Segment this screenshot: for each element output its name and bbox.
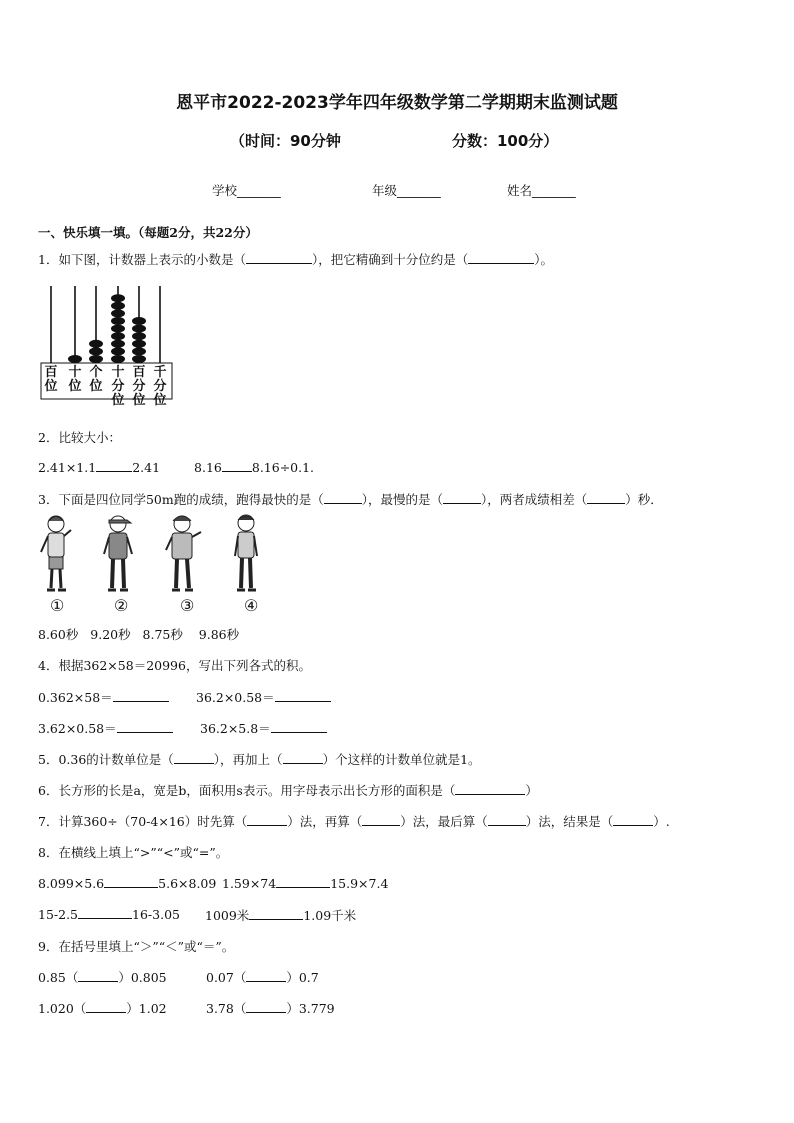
abacus-bead	[111, 340, 125, 348]
name-field	[507, 181, 576, 199]
abacus-bead	[132, 317, 146, 325]
runners-illustration	[36, 512, 276, 596]
abacus-bead	[89, 340, 103, 348]
answer-blank[interactable]	[362, 813, 400, 826]
q9-item-4: 3.78（ ）3.779	[206, 1001, 335, 1016]
question-8: 8．在横线上填上“>”“<”或“=”。	[38, 845, 229, 860]
answer-blank[interactable]	[455, 782, 525, 795]
answer-blank[interactable]	[247, 813, 287, 826]
abacus-bead	[111, 325, 125, 333]
q4-item-3: 3.62×0.58＝	[38, 719, 173, 737]
abacus-bead	[89, 355, 103, 363]
q8-item-2: 1.59×74 15.9×7.4	[222, 876, 389, 891]
answer-blank[interactable]	[276, 875, 330, 888]
question-9: 9．在括号里填上“＞”“＜”或“＝”。	[38, 939, 235, 954]
answer-blank[interactable]	[86, 1000, 126, 1013]
score-label: 分数：100分）	[452, 132, 559, 150]
runner-number-4: ④	[244, 596, 259, 615]
q4-item-4: 36.2×5.8＝	[200, 719, 327, 737]
runner-times: 8.60秒 9.20秒 8.75秒 9.86秒	[38, 627, 240, 642]
abacus-rods	[51, 286, 160, 363]
abacus-bead	[132, 340, 146, 348]
answer-blank[interactable]	[246, 1000, 286, 1013]
question-3: 3．下面是四位同学50m跑的成绩，跑得最快的是（ ），最慢的是（ ），两者成绩相差（ ）秒．	[38, 492, 663, 507]
answer-blank[interactable]	[104, 875, 158, 888]
q8-item-4: 1009米 1.09千米	[205, 908, 357, 923]
answer-blank[interactable]	[283, 751, 323, 764]
runner-3-icon	[166, 516, 201, 590]
abacus-bead	[111, 309, 125, 317]
answer-blank[interactable]	[249, 907, 303, 920]
answer-blank[interactable]	[271, 720, 327, 733]
name-blank[interactable]: _______	[532, 183, 576, 198]
grade-field	[372, 181, 441, 199]
abacus-bead	[111, 355, 125, 363]
section-heading: 一、快乐填一填。（每题2分，共22分）	[38, 225, 258, 240]
answer-blank[interactable]	[78, 906, 132, 919]
abacus-label: 个 位	[89, 365, 103, 394]
name-label: 姓名	[507, 183, 533, 198]
abacus-bead	[111, 302, 125, 310]
runner-1-icon	[41, 516, 71, 590]
question-2-items: 2.41×1.1 2.41 8.16 8.16÷0.1.	[38, 460, 315, 475]
abacus-bead	[111, 347, 125, 355]
runner-4-icon	[235, 515, 257, 590]
question-6: 6．长方形的长是a，宽是b，面积用s表示。用字母表示出长方形的面积是（ ）	[38, 783, 538, 798]
abacus-bead	[111, 332, 125, 340]
runner-number-3: ③	[180, 596, 195, 615]
question-5: 5．0.36的计数单位是（ ），再加上（ ）个这样的计数单位就是1。	[38, 752, 481, 767]
grade-label: 年级	[372, 183, 398, 198]
abacus-bead	[132, 347, 146, 355]
abacus-bead	[132, 355, 146, 363]
answer-blank[interactable]	[96, 459, 132, 472]
school-label: 学校	[212, 183, 238, 198]
runner-2-icon	[104, 516, 132, 590]
school-blank[interactable]: _______	[237, 183, 281, 198]
answer-blank[interactable]	[468, 251, 534, 264]
question-4: 4．根据362×58＝20996，写出下列各式的积。	[38, 658, 311, 673]
time-label: （时间：90分钟	[230, 132, 341, 150]
answer-blank[interactable]	[78, 969, 118, 982]
answer-blank[interactable]	[443, 491, 481, 504]
answer-blank[interactable]	[246, 969, 286, 982]
answer-blank[interactable]	[174, 751, 214, 764]
q8-item-3: 15-2.5 16-3.05	[38, 907, 180, 922]
page-title: 恩平市2022-2023学年四年级数学第二学期期末监测试题	[176, 93, 618, 113]
answer-blank[interactable]	[613, 813, 653, 826]
answer-blank[interactable]	[275, 689, 331, 702]
answer-blank[interactable]	[246, 251, 312, 264]
answer-blank[interactable]	[222, 459, 252, 472]
abacus-label: 百 分 位	[132, 365, 146, 408]
q9-item-2: 0.07（ ）0.7	[206, 970, 319, 985]
abacus-label: 十 分 位	[111, 365, 125, 408]
question-2: 2．比较大小：	[38, 430, 121, 445]
q9-item-3: 1.020（ ）1.02	[38, 1001, 167, 1016]
answer-blank[interactable]	[587, 491, 625, 504]
abacus-bead	[111, 294, 125, 302]
abacus-bead	[132, 325, 146, 333]
answer-blank[interactable]	[117, 720, 173, 733]
abacus-label: 十 位	[68, 365, 82, 394]
q4-item-1: 0.362×58＝	[38, 688, 169, 706]
runner-number-1: ①	[50, 596, 65, 615]
abacus-bead	[68, 355, 82, 363]
answer-blank[interactable]	[324, 491, 362, 504]
q8-item-1: 8.099×5.6 5.6×8.09	[38, 876, 217, 891]
q9-item-1: 0.85（ ）0.805	[38, 970, 167, 985]
runner-number-2: ②	[114, 596, 129, 615]
abacus-label: 百 位	[44, 365, 58, 394]
answer-blank[interactable]	[488, 813, 526, 826]
question-7: 7．计算360÷（70-4×16）时先算（ ）法，再算（ ）法，最后算（ ）法，结果是（ ）.	[38, 814, 670, 829]
question-1: 1．如下图，计数器上表示的小数是（ ），把它精确到十分位约是（ ）。	[38, 252, 553, 267]
grade-blank[interactable]: _______	[397, 183, 441, 198]
abacus-bead	[89, 347, 103, 355]
abacus-bead	[132, 332, 146, 340]
q4-item-2: 36.2×0.58＝	[196, 688, 331, 706]
abacus-label: 千 分 位	[153, 365, 167, 408]
answer-blank[interactable]	[113, 689, 169, 702]
abacus-bead	[111, 317, 125, 325]
school-field	[212, 181, 281, 199]
